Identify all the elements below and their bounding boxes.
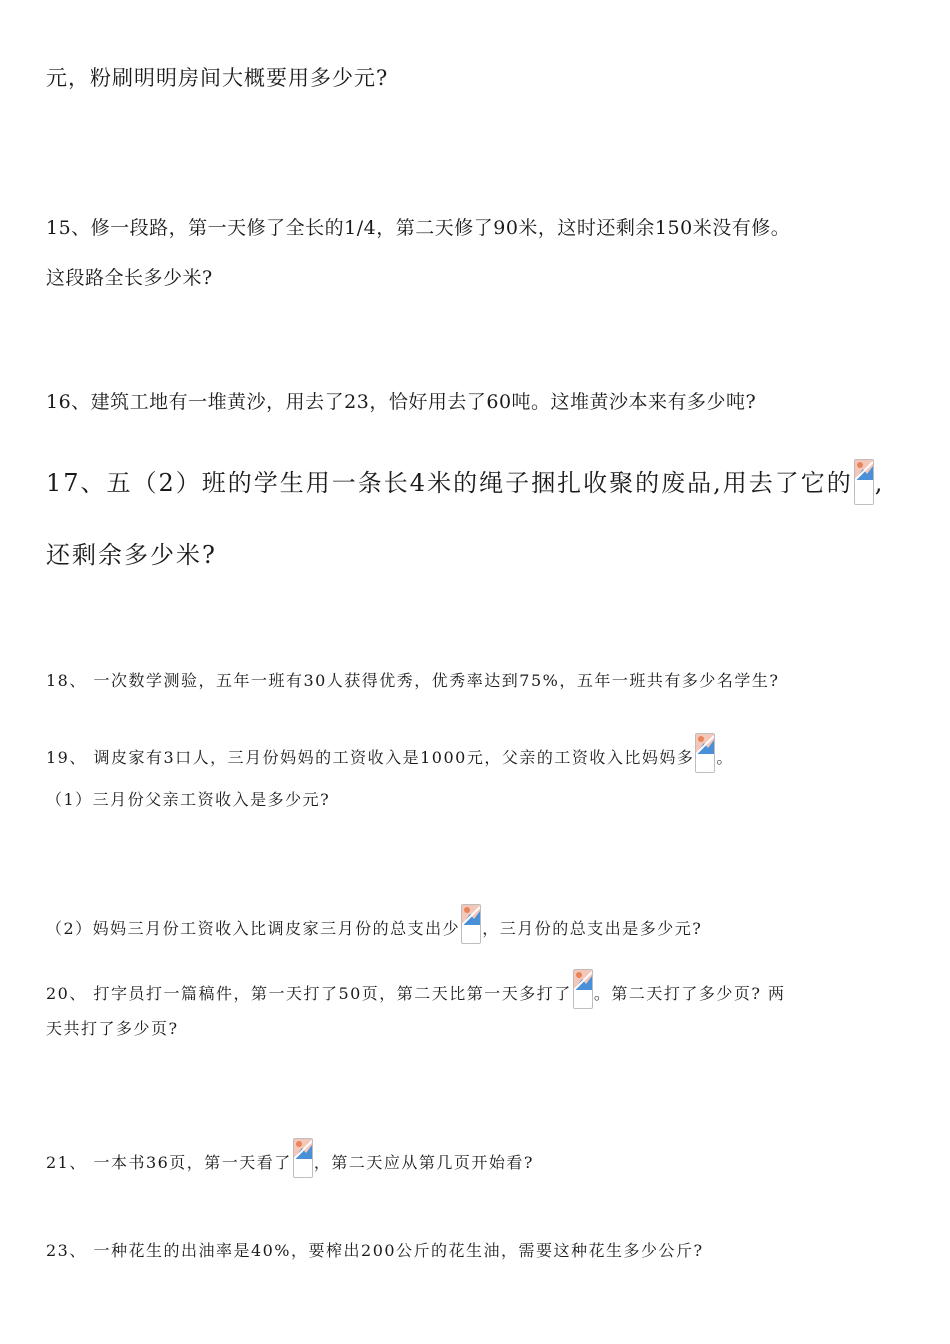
q19-2-text: （2）妈妈三月份工资收入比调皮家三月份的总支出少 [46, 919, 461, 938]
line-q15-b: 这段路全长多少米? [46, 267, 213, 289]
line-q14-end: 元，粉刷明明房间大概要用多少元? [46, 66, 389, 90]
line-q17-b: 还剩余多少米? [46, 541, 217, 569]
line-q16: 16、建筑工地有一堆黄沙，用去了23，恰好用去了60吨。这堆黄沙本来有多少吨? [46, 391, 757, 413]
q19-2-text-end: ，三月份的总支出是多少元? [482, 919, 703, 938]
q21-text-end: ，第二天应从第几页开始看? [313, 1153, 534, 1172]
line-q23: 23、 一种花生的出油率是40%，要榨出200公斤的花生油，需要这种花生多少公斤? [46, 1241, 704, 1260]
q19-punct: 。 [716, 748, 734, 767]
line-q20-a [46, 969, 785, 1009]
broken-image-icon [461, 904, 481, 944]
broken-image-icon [695, 733, 715, 773]
q17-punct: , [874, 469, 885, 497]
line-q18: 18、 一次数学测验，五年一班有30人获得优秀，优秀率达到75%，五年一班共有多少名学生? [46, 671, 780, 690]
broken-image-icon [573, 969, 593, 1009]
q19-text: 19、 调皮家有3口人，三月份妈妈的工资收入是1000元，父亲的工资收入比妈妈多 [46, 748, 695, 767]
q21-text: 21、 一本书36页，第一天看了 [46, 1153, 292, 1172]
q17-text: 17、五（2）班的学生用一条长4米的绳子捆扎收聚的废品,用去了它的 [46, 469, 853, 497]
line-q19 [46, 733, 734, 773]
broken-image-icon [854, 459, 874, 505]
q20-text: 20、 打字员打一篇稿件，第一天打了50页，第二天比第一天多打了 [46, 984, 572, 1003]
line-q20-b: 天共打了多少页? [46, 1019, 179, 1038]
broken-image-icon [293, 1138, 313, 1178]
line-q21 [46, 1138, 534, 1178]
line-q17-a [46, 459, 884, 505]
line-q19-2 [46, 904, 702, 944]
line-q19-1: （1）三月份父亲工资收入是多少元? [46, 790, 331, 809]
line-q15-a: 15、修一段路，第一天修了全长的1/4，第二天修了90米，这时还剩余150米没有修。 [46, 217, 791, 239]
q20-text-end: 。第二天打了多少页? 两 [593, 984, 786, 1003]
